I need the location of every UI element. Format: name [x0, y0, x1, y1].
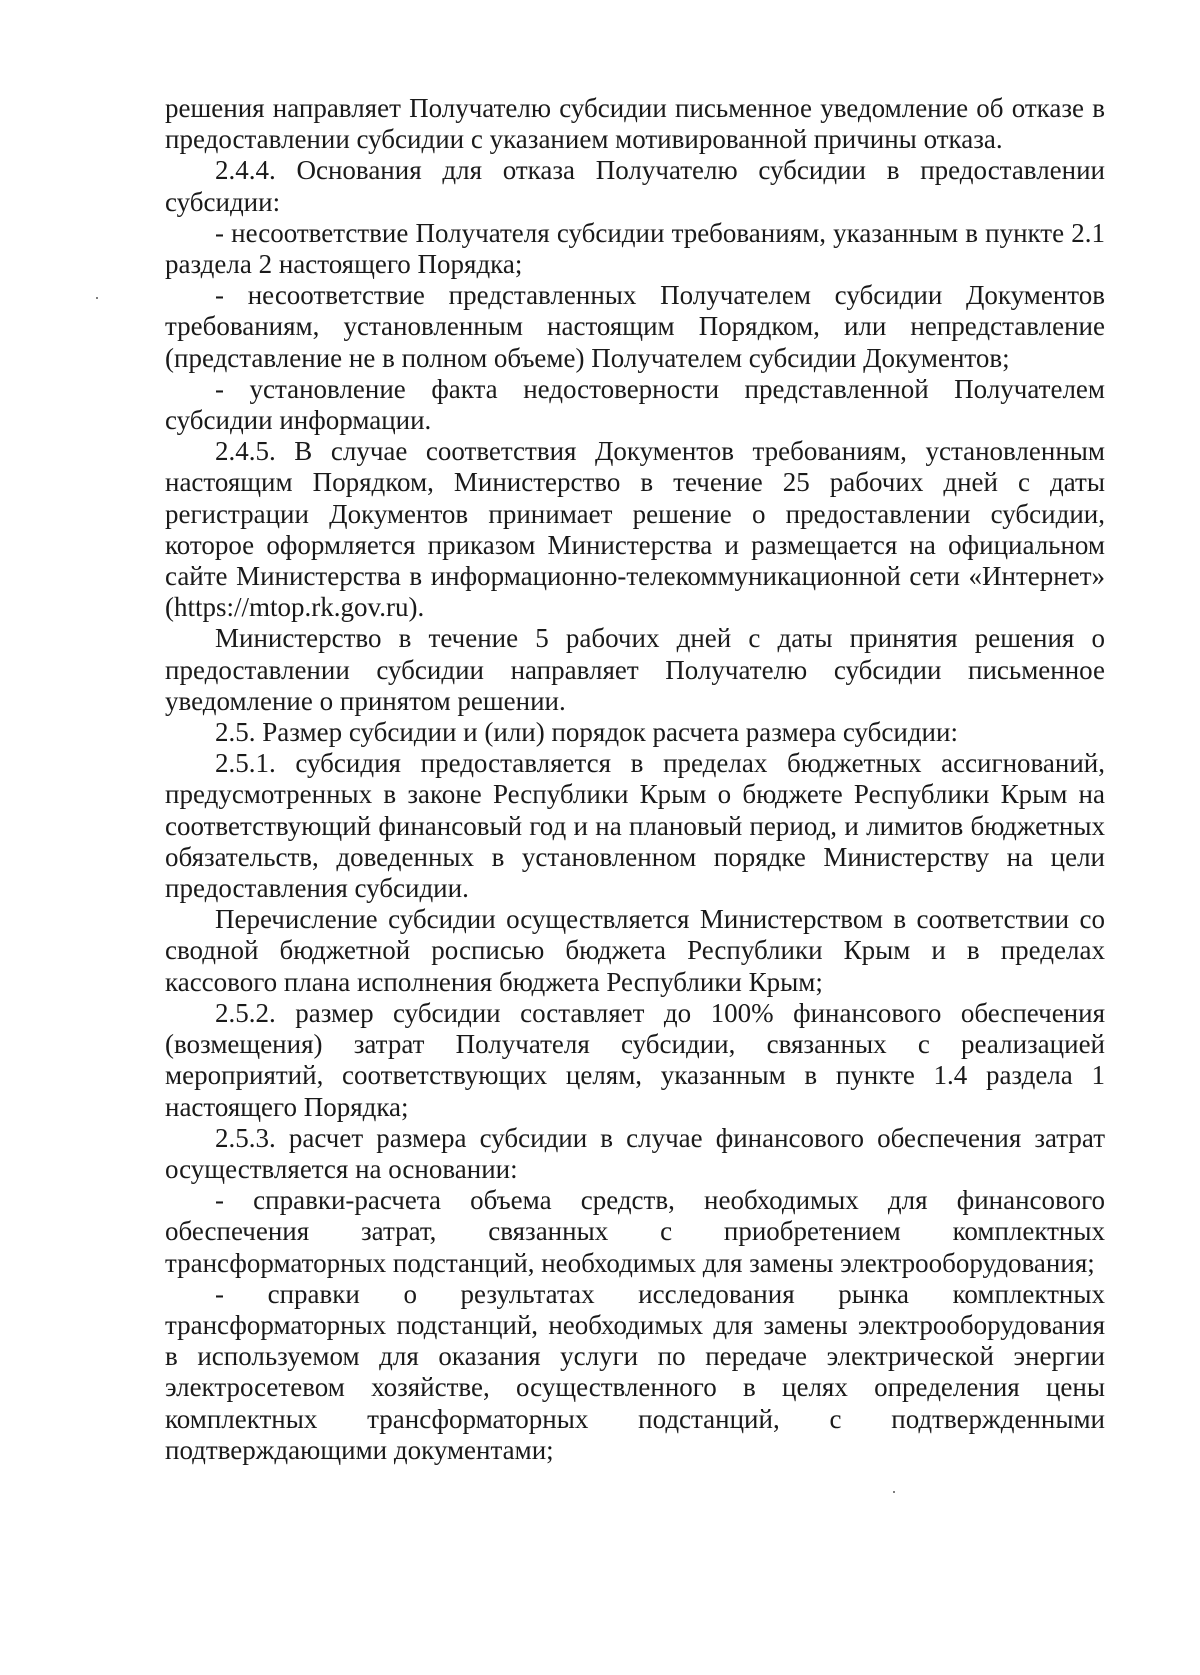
- paragraph-calc-basis-2: - справки о результатах исследования рынка комплектных трансформаторных подстанций, необходимых для замены электрооборудования в используемом для оказания услуги по передаче электрической энергии электросетевом хозяйстве, осуществленного в целях определения цены комплектных трансформаторных подстанций, с подтвержденными подтверждающими документами;: [165, 1278, 1105, 1465]
- paragraph-refusal-notice-end: решения направляет Получателю субсидии письменное уведомление об отказе в предоставлении субсидии с указанием мотивированной причины отказа.: [165, 93, 1105, 155]
- scan-speck: [96, 297, 98, 299]
- paragraph-refusal-reason-3: - установление факта недостоверности представленной Получателем субсидии информации.: [165, 373, 1105, 436]
- paragraph-2-4-5: 2.4.5. В случае соответствия Документов требованиям, установленным настоящим Порядком, Министерство в течение 25 рабочих дней с даты регистрации Документов принимает решение о предоставлении субсидии, которое оформляется приказом Министерства и размещается на официальном сайте Министерства в информационно-телекоммуникационной сети «Интернет» (https://mtop.rk.gov.ru).: [165, 436, 1105, 623]
- paragraph-calc-basis-1: - справки-расчета объема средств, необходимых для финансового обеспечения затрат, связанных с приобретением комплектных трансформаторных подстанций, необходимых для замены электрооборудования;: [165, 1185, 1105, 1278]
- paragraph-2-5-2: 2.5.2. размер субсидии составляет до 100% финансового обеспечения (возмещения) затрат Получателя субсидии, связанных с реализацией мероприятий, соответствующих целям, указанным в пункте 1.4 раздела 1 настоящего Порядка;: [165, 997, 1105, 1122]
- paragraph-refusal-reason-2: - несоответствие представленных Получателем субсидии Документов требованиям, установленным настоящим Порядком, или непредставление (представление не в полном объеме) Получателем субсидии Документов;: [165, 280, 1105, 373]
- document-body: [165, 93, 1105, 1466]
- paragraph-2-5: 2.5. Размер субсидии и (или) порядок расчета размера субсидии:: [215, 717, 958, 748]
- paragraph-ministry-notice: Министерство в течение 5 рабочих дней с даты принятия решения о предоставлении субсидии направляет Получателю субсидии письменное уведомление о принятом решении.: [165, 623, 1105, 716]
- paragraph-2-4-4: 2.4.4. Основания для отказа Получателю субсидии в предоставлении субсидии:: [165, 155, 1105, 217]
- paragraph-transfer: Перечисление субсидии осуществляется Министерством в соответствии со сводной бюджетной росписью бюджета Республики Крым и в пределах кассового плана исполнения бюджета Республики Крым;: [165, 904, 1105, 997]
- paragraph-2-5-3: 2.5.3. расчет размера субсидии в случае финансового обеспечения затрат осуществляется на основании:: [165, 1122, 1105, 1184]
- paragraph-refusal-reason-1: - несоответствие Получателя субсидии требованиям, указанным в пункте 2.1 раздела 2 настоящего Порядка;: [165, 217, 1105, 280]
- paragraph-2-5-1: 2.5.1. субсидия предоставляется в пределах бюджетных ассигнований, предусмотренных в законе Республики Крым о бюджете Республики Крым на соответствующий финансовый год и на плановый период, и лимитов бюджетных обязательств, доведенных в установленном порядке Министерству на цели предоставления субсидии.: [165, 748, 1105, 904]
- scan-speck: [893, 1491, 895, 1493]
